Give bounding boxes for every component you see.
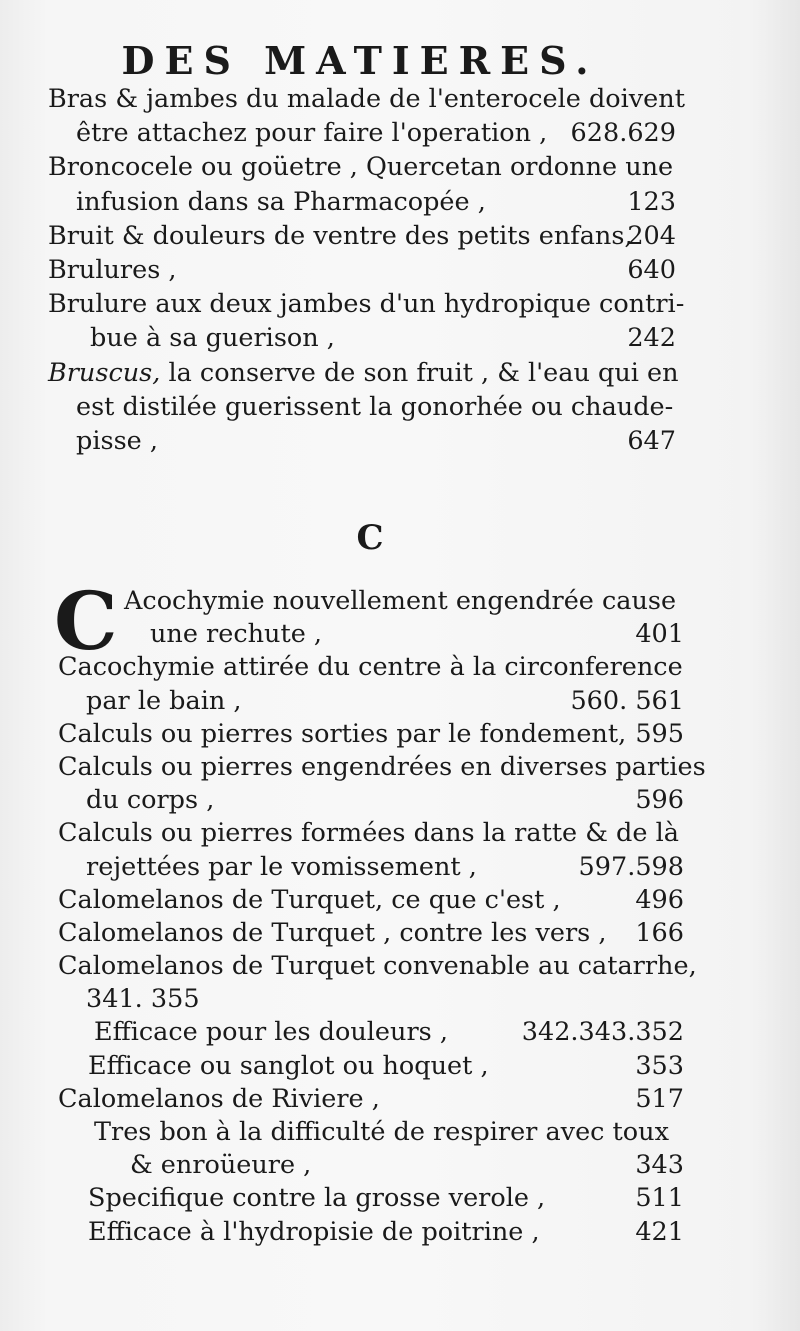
page-ref: 511 [635, 1183, 684, 1214]
page-ref: 123 [627, 186, 676, 217]
index-entry: Cacochymie attirée du centre à la circonference [58, 652, 683, 683]
index-entry: Calculs ou pierres engendrées en diverses parties [58, 751, 706, 782]
page-ref: 595 [635, 718, 684, 749]
page-ref: 560. 561 [570, 685, 684, 716]
page-ref: 204 [627, 220, 676, 251]
page-ref: 517 [635, 1083, 684, 1114]
index-section-c [54, 574, 706, 1249]
index-entry: bue à sa guerison , 242 [48, 321, 676, 355]
index-entry: Brulures , 640 [48, 253, 676, 287]
index-entry: Brulure aux deux jambes d'un hydropique contri- [48, 289, 685, 320]
page-ref: 596 [635, 785, 684, 816]
index-entry: Tres bon à la difficulté de respirer avec toux [94, 1117, 669, 1147]
index-entry: rejettées par le vomissement , 597.598 [58, 851, 684, 884]
index-entry: & enroüeure , 343 [58, 1149, 684, 1182]
index-entry: 341. 355 [86, 984, 200, 1015]
index-entry: Broncocele ou goüetre , Quercetan ordonne une [48, 152, 674, 183]
page-ref: 421 [635, 1216, 684, 1247]
index-entry: Bras & jambes du malade de l'enterocele doivent [48, 84, 685, 114]
index-entry: une rechute , 401 [58, 618, 684, 651]
index-section-b [48, 82, 685, 458]
index-entry: Calculs ou pierres sorties par le fondement, 595 [58, 718, 684, 751]
index-entry: Efficace pour les douleurs , 342.343.352 [58, 1016, 684, 1049]
page-ref: 628.629 [570, 118, 676, 149]
page-ref: 640 [627, 254, 676, 285]
index-entry: Calomelanos de Turquet , contre les vers , 166 [58, 917, 684, 950]
index-entry: Efficace à l'hydropisie de poitrine , 421 [58, 1216, 684, 1249]
drop-cap: C [54, 574, 118, 668]
page-ref: 353 [635, 1050, 684, 1081]
page-ref: 343 [635, 1150, 684, 1181]
page-ref: 242 [627, 323, 676, 354]
index-entry: du corps , 596 [58, 784, 684, 817]
page-ref: 342.343.352 [521, 1017, 684, 1048]
page-ref: 166 [635, 917, 684, 948]
index-entry: Bruscus, la conserve de son fruit , & l'eau qui en [48, 357, 679, 388]
index-entry: pisse , 647 [48, 424, 676, 458]
index-entry: Specifique contre la grosse verole , 511 [58, 1182, 684, 1215]
index-entry: Calomelanos de Riviere , 517 [58, 1083, 684, 1116]
index-entry: est distilée guerissent la gonorhée ou chaude- [76, 391, 674, 422]
index-entry: Bruit & douleurs de ventre des petits enfans, 204 [48, 219, 676, 253]
index-entry: être attachez pour faire l'operation , 628.629 [48, 116, 676, 150]
latin-term: Bruscus, [48, 357, 161, 388]
page-ref: 597.598 [578, 851, 684, 882]
page-ref: 401 [635, 619, 684, 650]
index-entry: Calculs ou pierres formées dans la ratte & de là [58, 818, 679, 849]
page-ref: 647 [627, 425, 676, 456]
index-entry: Calomelanos de Turquet, ce que c'est , 496 [58, 884, 684, 917]
index-entry: Acochymie nouvellement engendrée cause [124, 586, 677, 616]
index-entry: par le bain , 560. 561 [58, 685, 684, 718]
page-header: DES MATIERES. [121, 38, 599, 83]
index-entry: Calomelanos de Turquet convenable au catarrhe, [58, 951, 697, 982]
index-entry: infusion dans sa Pharmacopée , 123 [48, 185, 676, 219]
page-ref: 496 [635, 884, 684, 915]
index-entry: Efficace ou sanglot ou hoquet , 353 [58, 1050, 684, 1083]
section-letter: C [356, 518, 384, 558]
